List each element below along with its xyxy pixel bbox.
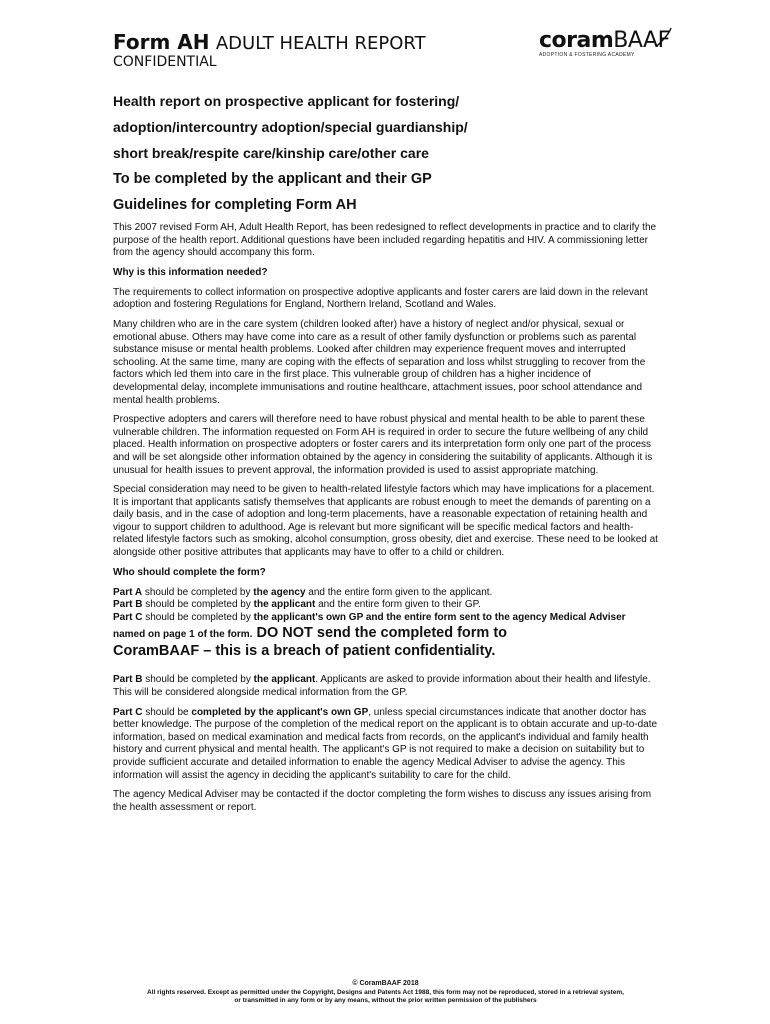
logo-wordmark (539, 28, 670, 53)
part-b2-label: Part B (113, 674, 143, 686)
part-c-warning-2: CoramBAAF – this is a breach of patient confidentiality. (113, 643, 496, 660)
logo-light-text: BAAF (613, 28, 670, 53)
parts-list (113, 587, 658, 661)
who-heading: Who should complete the form? (113, 566, 266, 578)
part-a-end: and the entire form given to the applicant. (305, 586, 493, 598)
part-c-bold: the applicant's own GP and the entire form sent to the agency Medical Adviser named on page 1 of the form. (113, 611, 626, 641)
closing-paragraph: The agency Medical Adviser may be contacted if the doctor completing the form wishes to discuss any issues arising from the health assessment or report. (113, 789, 652, 813)
part-a-mid: should be completed by (142, 586, 254, 598)
part-c2-label: Part C (113, 706, 143, 718)
part-c-mid: should be completed by (142, 611, 254, 623)
form-subtitle: ADULT HEALTH REPORT (215, 33, 426, 54)
heading-line-1: Health report on prospective applicant for fostering/ (113, 93, 460, 109)
part-b-mid: should be completed by (142, 599, 254, 611)
heading-line-2: adoption/intercountry adoption/special guardianship/ (113, 119, 468, 135)
part-c2-bold: completed by the applicant's own GP (191, 706, 369, 718)
page-header (113, 30, 673, 75)
part-b-label: Part B (113, 599, 143, 611)
document-body (113, 88, 658, 821)
part-b-line (113, 599, 658, 612)
why-paragraph-4: Special consideration may need to be given to health-related lifestyle factors which may have implications for a placement. It is important that applicants satisfy themselves that applicants are robust enough to meet the demands of parenting on a daily basis, and in the case of adoption and long-term placements, have a reasonable expectation of retaining health and vigour to support children to adulthood. Age is relevant but more significant will be specific medical factors and health-related lifestyle factors such as smoking, alcohol consumption, gross obesity, diet and exercise. These need to be looked at alongside other positive attributes that applicants may have to offer to a child or children. (113, 484, 658, 559)
part-b2-bold: the applicant (253, 674, 316, 686)
heading-line-3: short break/respite care/kinship care/other care (113, 145, 429, 161)
part-b-bold: the applicant (253, 599, 316, 611)
part-b-detail (113, 674, 658, 699)
why-paragraph-2: Many children who are in the care system (children looked after) have a history of neglect and/or physical, sexual or emotional abuse. Others may have come into care as a result of other family dysfunction or problems such as parental substance misuse or mental health problems. Looked after children may experience frequent moves and interrupted schooling. At the same time, many are coping with the effects of separation and loss whilst struggling to recover from the factors which led them into care in the first place. This vulnerable group of children has a higher incidence of developmental delay, incomplete immunisations and routine healthcare, attachment issues, poor school attendance and mental health problems. (113, 318, 646, 406)
heading-line-4: To be completed by the applicant and their GP (113, 171, 432, 187)
logo-swoosh-icon (655, 26, 673, 48)
part-b-end: and the entire form given to their GP. (315, 599, 481, 611)
intro-paragraph: This 2007 revised Form AH, Adult Health Report, has been redesigned to reflect developments in practice and to clarify the purpose of the health report. Additional questions have been included regarding hepatitis and HIV. A commissioning letter from the agency should accompany this form. (113, 222, 657, 259)
why-paragraph-3: Prospective adopters and carers will therefore need to have robust physical and mental health to be able to parent these vulnerable children. The information requested on Form AH is required in order to secure the future wellbeing of any child placed. Health information on prospective adopters or foster carers and its interpretation form only one part of the process and will be set alongside other information obtained by the agency in considering the suitability of applicants. Although it is unusual for health issues to prevent approval, the information provided is used to assist appropriate matching. (113, 414, 653, 476)
why-heading: Why is this information needed? (113, 266, 268, 278)
confidential-label: CONFIDENTIAL (113, 54, 217, 70)
part-a-bold: the agency (253, 586, 306, 598)
part-a-label: Part A (113, 586, 143, 598)
form-label: Form AH (113, 30, 210, 54)
part-b2-end: . Applicants are asked to provide information about their health and lifestyle. This will be considered alongside medical information from the GP. (113, 674, 651, 699)
rights-line-1: All rights reserved. Except as permitted under the Copyright, Designs and Patents Act 1988, this form may not be reproduced, stored in a retrieval system, (147, 988, 624, 996)
part-c-warning-1: DO NOT send the completed form to (252, 625, 508, 642)
part-c-label: Part C (113, 611, 143, 623)
form-title (113, 30, 426, 54)
guidelines-heading: Guidelines for completing Form AH (113, 197, 357, 213)
part-c-line (113, 612, 658, 643)
page-footer (113, 980, 658, 1006)
part-c-detail (113, 707, 658, 783)
corambaaf-logo (539, 30, 673, 60)
copyright-line: © CoramBAAF 2018 (352, 980, 419, 987)
part-b2-mid: should be completed by (142, 674, 254, 686)
why-paragraph-1: The requirements to collect information on prospective adoptive applicants and foster carers are laid down in the relevant adoption and fostering Regulations for England, Northern Ireland, Scotland and Wales. (113, 286, 648, 311)
part-c2-mid: should be (142, 706, 192, 718)
logo-tagline: ADOPTION & FOSTERING ACADEMY (539, 52, 635, 58)
rights-line-2: or transmitted in any form or by any means, without the prior written permission of the publishers (234, 997, 537, 1004)
logo-bold-text: coram (539, 28, 614, 53)
part-a-line (113, 587, 658, 600)
part-c2-end: , unless special circumstances indicate that another doctor has better knowledge. The purpose of the completion of the medical report on the applicant is to obtain accurate and up-to-date information, based on medical examination and medical facts from records, on the applicant's individual and family health history and current physical and mental health. The applicant's GP is not required to make a decision on suitability but to provide sufficient accurate and detailed information to enable the agency Medical Adviser to advise the agency. This information will assist the agency in deciding the applicant's suitability to care for the child. (113, 706, 658, 781)
